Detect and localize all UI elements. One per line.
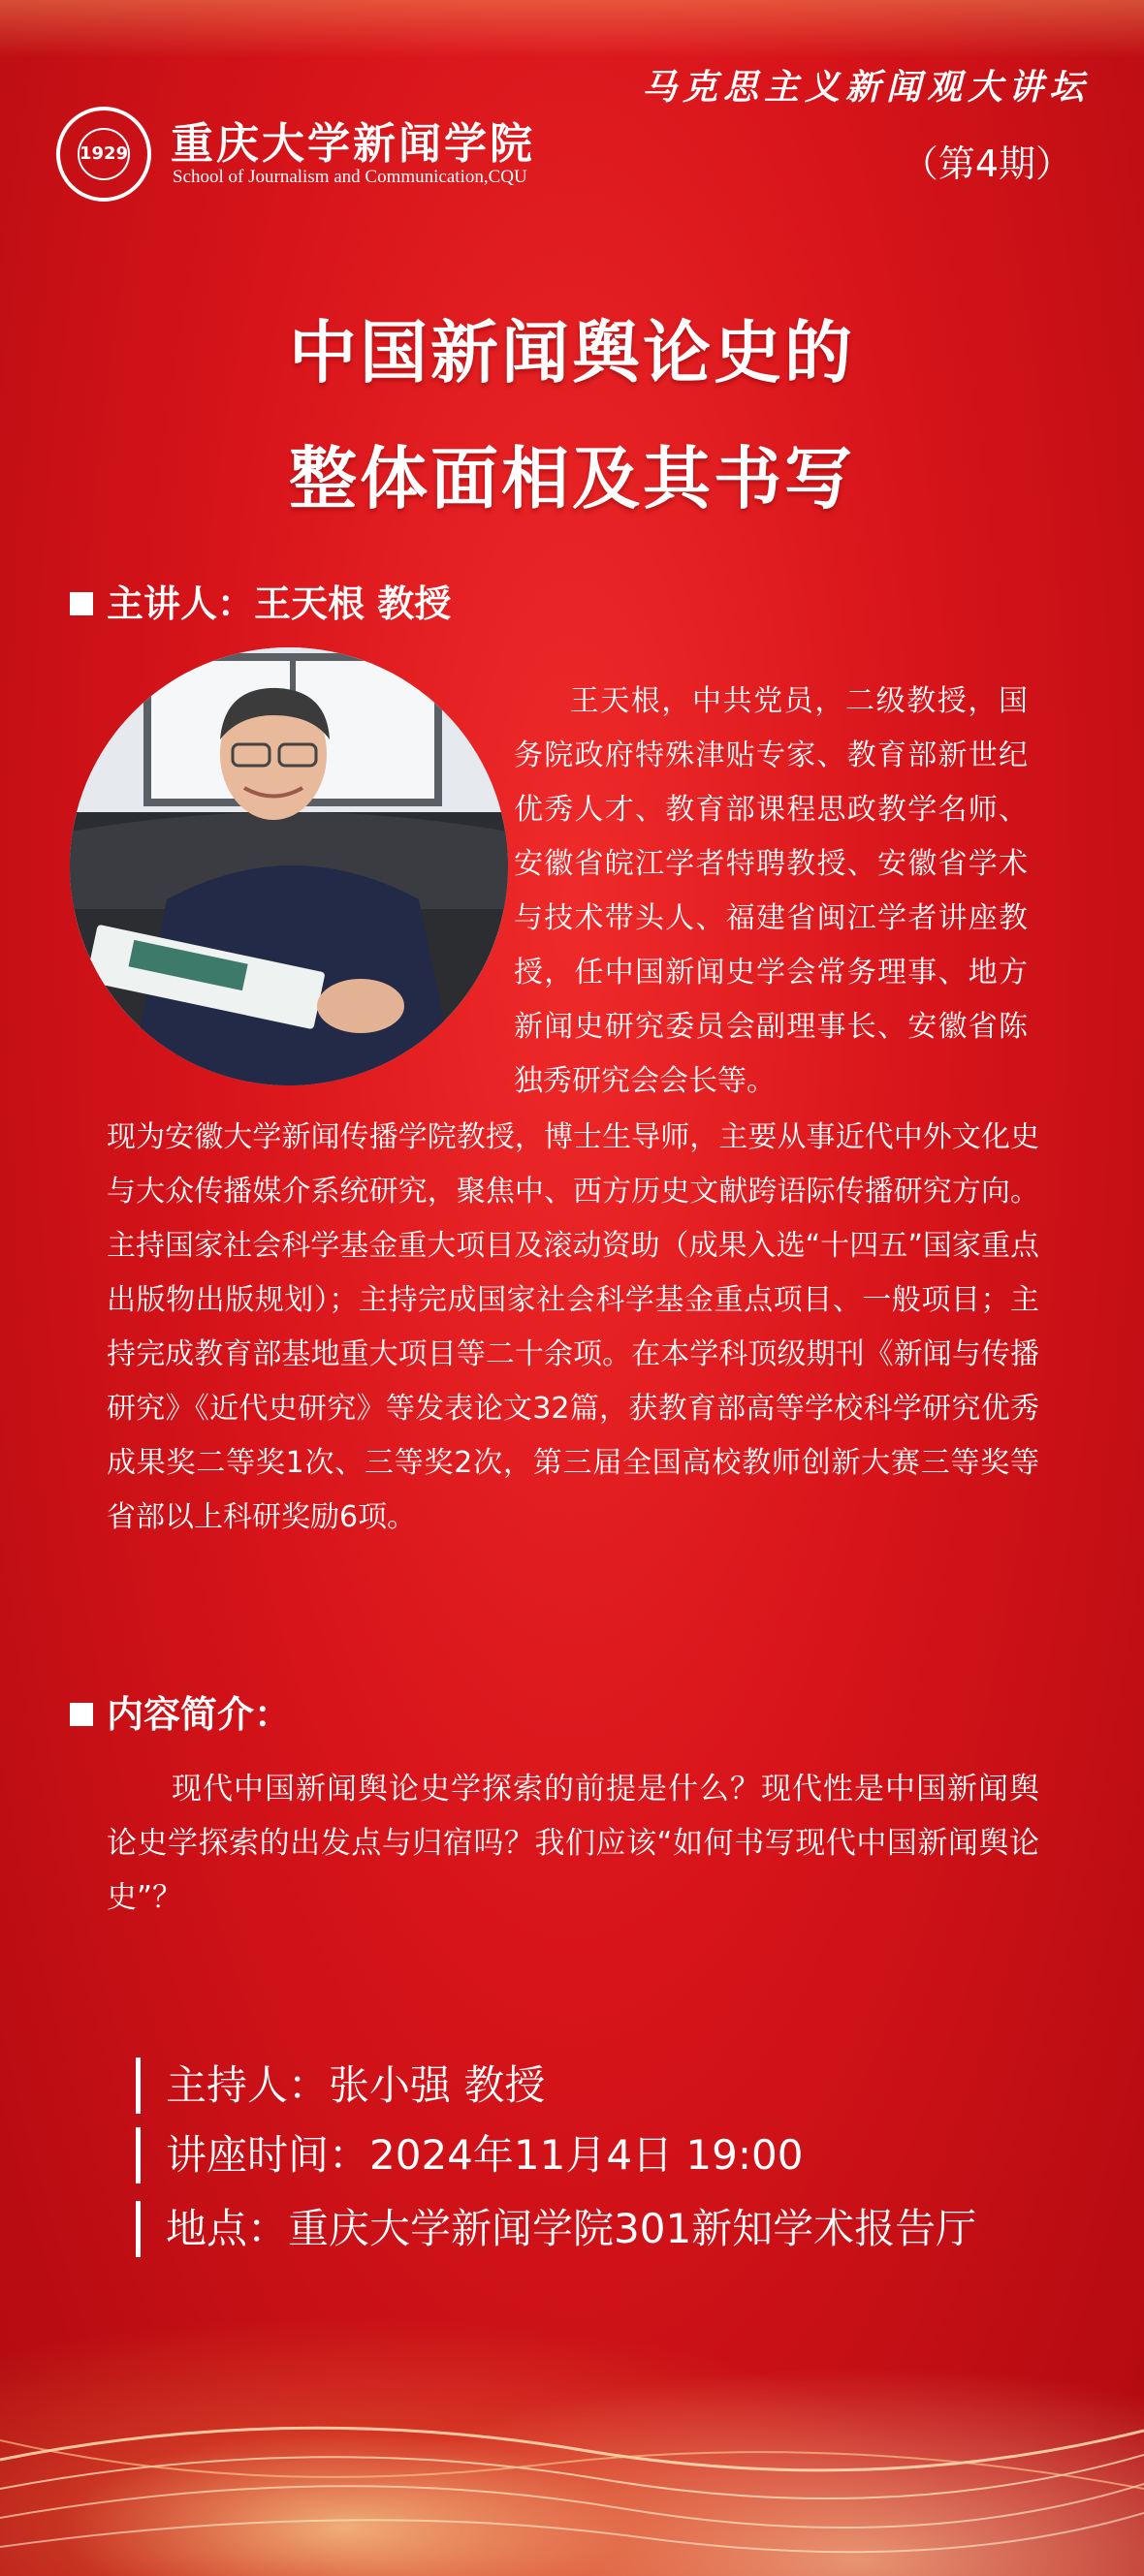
speaker-bio-part1 <box>514 675 1028 1109</box>
host-info: 主持人：张小强 教授 <box>136 2058 545 2114</box>
time-info: 讲座时间：2024年11月4日 19:00 <box>136 2127 803 2183</box>
bullet-square-icon <box>70 1703 93 1726</box>
lecture-title-line1: 中国新闻舆论史的 <box>289 313 855 393</box>
intro-heading-text: 内容简介： <box>107 1693 292 1736</box>
speaker-portrait-illustration <box>70 647 508 1085</box>
intro-text <box>107 1762 1039 1925</box>
speaker-bio-part1-text: 王天根，中共党员，二级教授，国务院政府特殊津贴专家、教育部新世纪优秀人才、教育部课程思政教学名师、安徽省皖江学者特聘教授、安徽省学术与技术带头人、福建省闽江学者讲座教授，任中国新闻史学会常务理事、地方新闻史研究委员会副理事长、安徽省陈独秀研究会会长等。 <box>514 684 1028 1098</box>
speaker-bio-part2: 现为安徽大学新闻传播学院教授，博士生导师，主要从事近代中外文化史与大众传播媒介系统研究，聚焦中、西方历史文献跨语际传播研究方向。主持国家社会科学基金重大项目及滚动资助（成果入选“十四五”国家重点出版物出版规划）；主持完成国家社会科学基金重点项目、一般项目；主持完成教育部基地重大项目等二十余项。在本学科顶级期刊《新闻与传播研究》《近代史研究》等发表论文32篇，获教育部高等学校科学研究优秀成果奖二等奖1次、三等奖2次，第三届全国高校教师创新大赛三等奖等省部以上科研奖励6项。 <box>107 1120 1039 1534</box>
lecture-series-title: 马克思主义新闻观大讲坛 <box>641 67 1090 108</box>
speaker-heading <box>70 574 451 627</box>
bullet-square-icon <box>70 592 93 615</box>
issue-number: （第4期） <box>901 142 1072 185</box>
speaker-heading-text: 主讲人：王天根 教授 <box>107 582 452 625</box>
school-name-en: School of Journalism and Communication,CQU <box>173 167 527 187</box>
university-emblem-icon <box>56 107 151 202</box>
decorative-light-waves <box>0 2256 1144 2576</box>
intro-text-body: 现代中国新闻舆论史学探索的前提是什么？现代性是中国新闻舆论史学探索的出发点与归宿吗？我们应该“如何书写现代中国新闻舆论史”？ <box>107 1772 1039 1915</box>
top-glow <box>0 0 1144 58</box>
school-name-cn: 重庆大学新闻学院 <box>171 119 535 169</box>
intro-heading <box>70 1684 291 1738</box>
emblem-center: 1929 <box>78 128 130 180</box>
lecture-title-line2: 整体面相及其书写 <box>289 439 855 518</box>
speaker-photo <box>70 647 508 1085</box>
location-info: 地点：重庆大学新闻学院301新知学术报告厅 <box>136 2201 976 2257</box>
